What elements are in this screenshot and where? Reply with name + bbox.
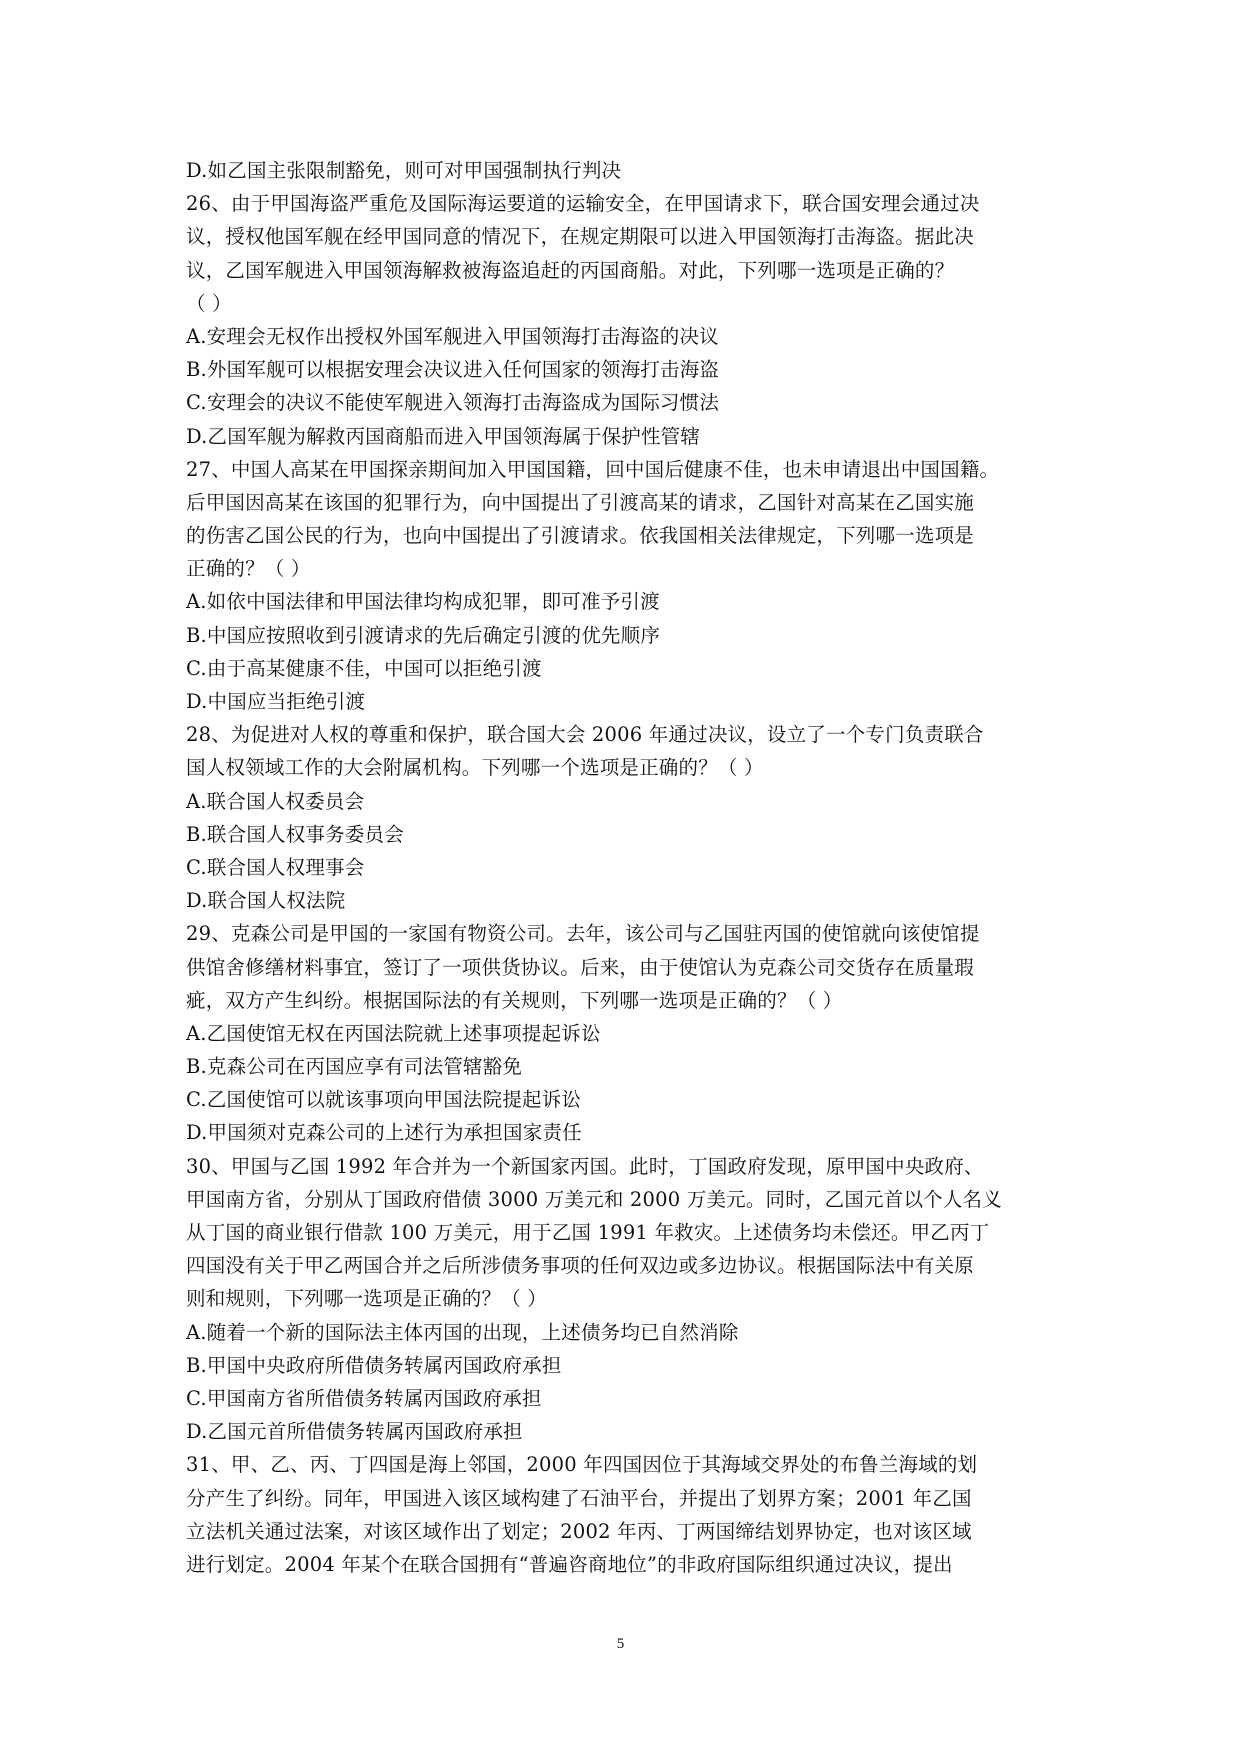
text-line: C.安理会的决议不能使军舰进入领海打击海盗成为国际习惯法 xyxy=(186,391,720,415)
text-line: A.乙国使馆无权在丙国法院就上述事项提起诉讼 xyxy=(186,1021,601,1045)
text-line: D.甲国须对克森公司的上述行为承担国家责任 xyxy=(186,1121,582,1145)
text-line: 疵，双方产生纠纷。根据国际法的有关规则，下列哪一选项是正确的？（ ） xyxy=(186,988,843,1012)
text-line: B.联合国人权事务委员会 xyxy=(186,822,404,846)
text-line: 正确的？（ ） xyxy=(186,557,311,581)
text-line: A.安理会无权作出授权外国军舰进入甲国领海打击海盗的决议 xyxy=(186,324,719,348)
text-line: 的伤害乙国公民的行为，也向中国提出了引渡请求。依我国相关法律规定，下列哪一选项是 xyxy=(186,524,975,548)
text-line: 30、甲国与乙国 1992 年合并为一个新国家丙国。此时，丁国政府发现，原甲国中央政府、 xyxy=(186,1154,984,1178)
text-line: 国人权领域工作的大会附属机构。下列哪一个选项是正确的？（ ） xyxy=(186,756,764,780)
text-line: 进行划定。2004 年某个在联合国拥有“普遍咨商地位”的非政府国际组织通过决议，提出 xyxy=(186,1552,953,1576)
text-line: C.甲国南方省所借债务转属丙国政府承担 xyxy=(186,1386,542,1410)
text-line: B.克森公司在丙国应享有司法管辖豁免 xyxy=(186,1055,523,1079)
text-line: 31、甲、乙、丙、丁四国是海上邻国，2000 年四国因位于其海域交界处的布鲁兰海域的划 xyxy=(186,1453,978,1477)
text-line: D.如乙国主张限制豁免，则可对甲国强制执行判决 xyxy=(186,159,622,182)
text-line: 26、由于甲国海盗严重危及国际海运要道的运输安全，在甲国请求下，联合国安理会通过决 xyxy=(186,192,980,216)
text-line: 供馆舍修缮材料事宜，签订了一项供货协议。后来，由于使馆认为克森公司交货存在质量瑕 xyxy=(186,955,975,979)
text-line: 29、克森公司是甲国的一家国有物资公司。去年，该公司与乙国驻丙国的使馆就向该使馆提 xyxy=(186,922,980,946)
text-line: A.如依中国法律和甲国法律均构成犯罪，即可准予引渡 xyxy=(186,590,660,614)
text-line: D.联合国人权法院 xyxy=(186,889,346,913)
text-line: 甲国南方省，分别从丁国政府借债 3000 万美元和 2000 万美元。同时，乙国元首以个人名义 xyxy=(186,1187,1002,1211)
text-line: C.由于高某健康不佳，中国可以拒绝引渡 xyxy=(186,656,542,680)
text-line: C.联合国人权理事会 xyxy=(186,855,365,879)
text-line: A.联合国人权委员会 xyxy=(186,789,365,813)
text-line: 议，授权他国军舰在经甲国同意的情况下，在规定期限可以进入甲国领海打击海盗。据此决 xyxy=(186,225,975,249)
text-line: D.中国应当拒绝引渡 xyxy=(186,690,366,713)
text-line: B.外国军舰可以根据安理会决议进入任何国家的领海打击海盗 xyxy=(186,358,720,382)
text-line: C.乙国使馆可以就该事项向甲国法院提起诉讼 xyxy=(186,1088,582,1112)
text-line: （ ） xyxy=(186,291,232,315)
text-line: 从丁国的商业银行借款 100 万美元，用于乙国 1991 年救灾。上述债务均未偿还。甲乙丙丁 xyxy=(186,1221,990,1244)
text-line: D.乙国军舰为解救丙国商船而进入甲国领海属于保护性管辖 xyxy=(186,424,701,448)
text-line: B.甲国中央政府所借债务转属丙国政府承担 xyxy=(186,1353,562,1377)
text-line: 后甲国因高某在该国的犯罪行为，向中国提出了引渡高某的请求，乙国针对高某在乙国实施 xyxy=(186,490,975,514)
text-line: 四国没有关于甲乙两国合并之后所涉债务事项的任何双边或多边协议。根据国际法中有关原 xyxy=(186,1254,975,1278)
page-body xyxy=(186,154,1058,1581)
text-line: 议，乙国军舰进入甲国领海解救被海盗追赶的丙国商船。对此，下列哪一选项是正确的？ xyxy=(186,258,955,282)
text-line: 27、中国人高某在甲国探亲期间加入甲国国籍，回中国后健康不佳，也未申请退出中国国籍。 xyxy=(186,457,1000,481)
text-line: A.随着一个新的国际法主体丙国的出现，上述债务均已自然消除 xyxy=(186,1320,739,1344)
text-line: B.中国应按照收到引渡请求的先后确定引渡的优先顺序 xyxy=(186,623,661,647)
text-line: 28、为促进对人权的尊重和保护，联合国大会 2006 年通过决议，设立了一个专门负责联合 xyxy=(186,723,984,747)
text-line: 立法机关通过法案，对该区域作出了划定；2002 年丙、丁两国缔结划界协定，也对该区域 xyxy=(186,1519,972,1543)
text-line: D.乙国元首所借债务转属丙国政府承担 xyxy=(186,1420,523,1444)
page-number: 5 xyxy=(616,1636,625,1652)
text-line: 分产生了纠纷。同年，甲国进入该区域构建了石油平台，并提出了划界方案；2001 年乙国 xyxy=(186,1486,972,1510)
text-line: 则和规则，下列哪一选项是正确的？（ ） xyxy=(186,1287,547,1311)
